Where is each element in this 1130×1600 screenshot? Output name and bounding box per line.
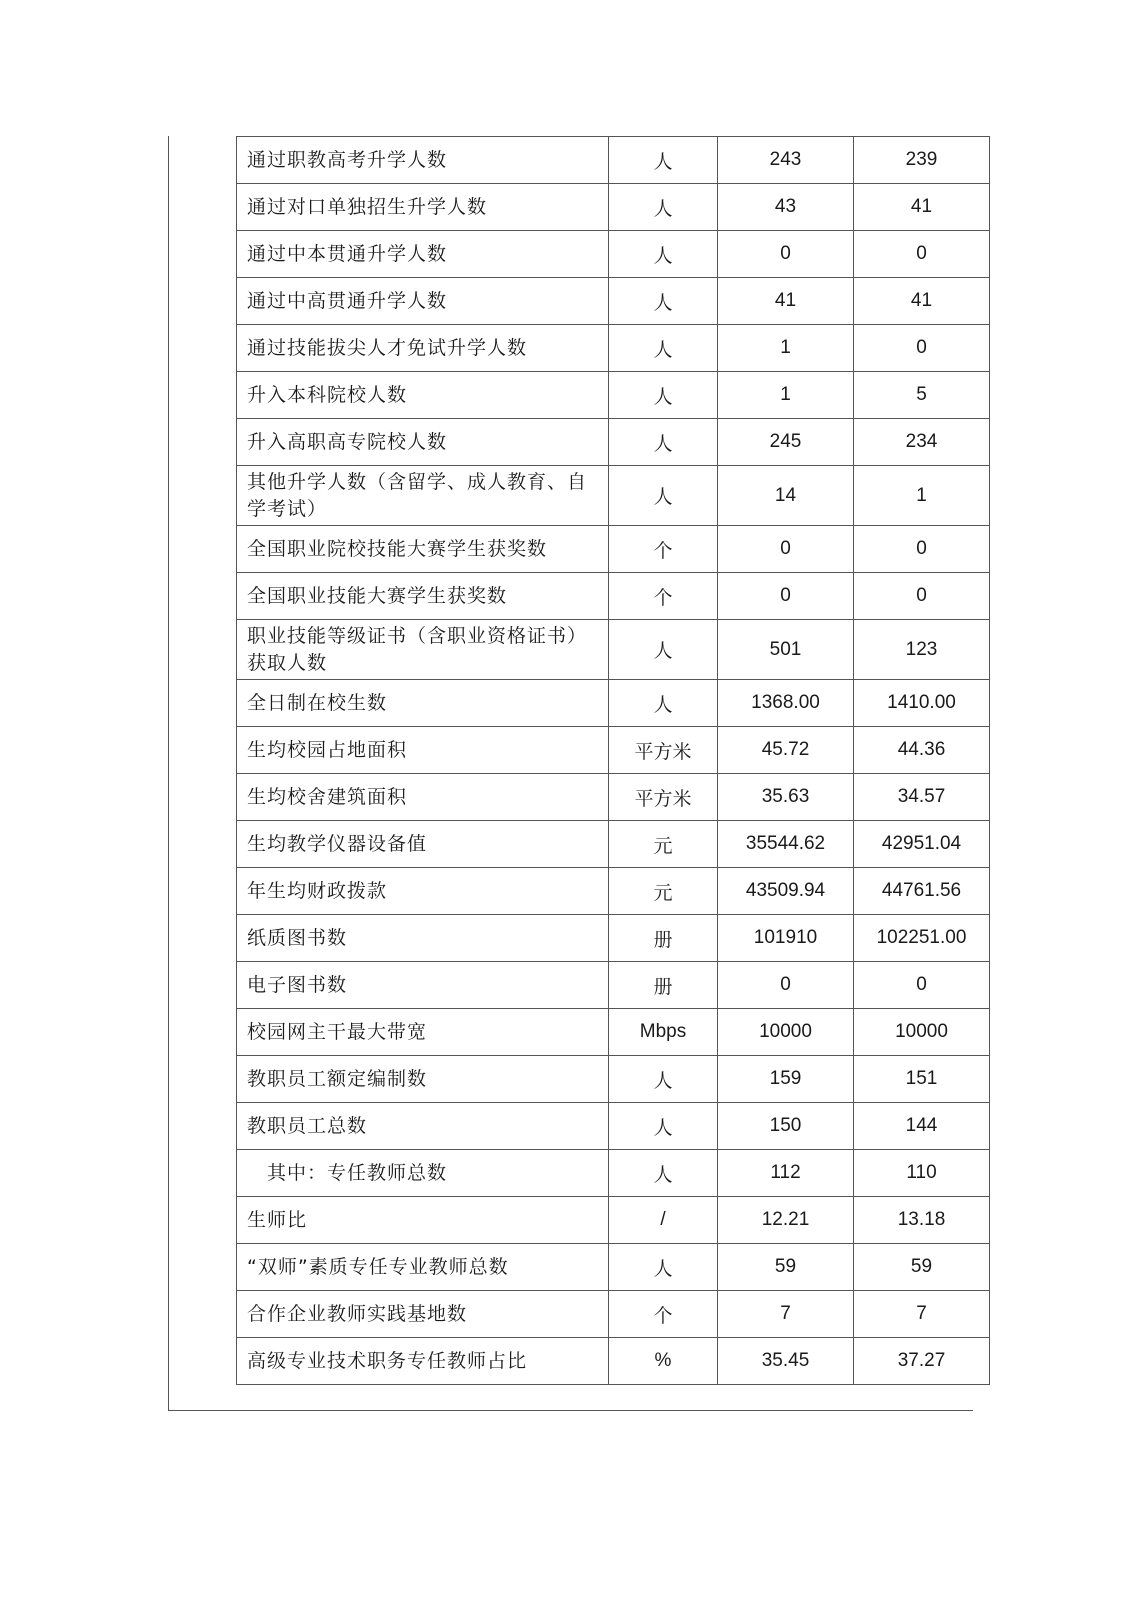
row-value-current: 1 [854, 466, 990, 526]
row-name: 高级专业技术职务专任教师占比 [237, 1338, 609, 1385]
row-value-current: 144 [854, 1103, 990, 1150]
row-value-previous: 501 [718, 620, 854, 680]
table-row [237, 821, 990, 868]
row-unit: 平方米 [609, 774, 718, 821]
table-row [237, 915, 990, 962]
row-value-previous: 112 [718, 1150, 854, 1197]
row-name: 教职员工额定编制数 [237, 1056, 609, 1103]
row-value-current: 44761.56 [854, 868, 990, 915]
row-value-previous: 1368.00 [718, 680, 854, 727]
row-unit: 元 [609, 821, 718, 868]
row-value-current: 0 [854, 526, 990, 573]
row-unit: 人 [609, 1056, 718, 1103]
row-name: 电子图书数 [237, 962, 609, 1009]
row-unit: 人 [609, 466, 718, 526]
stats-table [236, 136, 990, 1385]
row-unit: 册 [609, 915, 718, 962]
row-value-current: 0 [854, 573, 990, 620]
table-row [237, 727, 990, 774]
row-value-current: 123 [854, 620, 990, 680]
row-unit: 个 [609, 573, 718, 620]
row-name: 全国职业院校技能大赛学生获奖数 [237, 526, 609, 573]
row-name: 升入本科院校人数 [237, 372, 609, 419]
row-unit: Mbps [609, 1009, 718, 1056]
row-name: 全日制在校生数 [237, 680, 609, 727]
row-value-current: 7 [854, 1291, 990, 1338]
row-name: 其中：专任教师总数 [237, 1150, 609, 1197]
row-name: 其他升学人数（含留学、成人教育、自学考试） [237, 466, 609, 526]
row-value-current: 102251.00 [854, 915, 990, 962]
row-name: 校园网主干最大带宽 [237, 1009, 609, 1056]
table-row [237, 184, 990, 231]
row-value-current: 234 [854, 419, 990, 466]
row-unit: 人 [609, 1150, 718, 1197]
row-value-current: 239 [854, 137, 990, 184]
row-name: 通过技能拔尖人才免试升学人数 [237, 325, 609, 372]
table-row [237, 1338, 990, 1385]
row-unit: 人 [609, 419, 718, 466]
row-value-current: 41 [854, 184, 990, 231]
table-row [237, 231, 990, 278]
row-value-current: 151 [854, 1056, 990, 1103]
row-unit: 人 [609, 372, 718, 419]
table-row [237, 680, 990, 727]
row-unit: 平方米 [609, 727, 718, 774]
table-row [237, 419, 990, 466]
table-row [237, 774, 990, 821]
row-unit: 人 [609, 231, 718, 278]
row-name: 纸质图书数 [237, 915, 609, 962]
row-name: 生师比 [237, 1197, 609, 1244]
table-row [237, 573, 990, 620]
table-row [237, 1056, 990, 1103]
row-value-previous: 150 [718, 1103, 854, 1150]
row-name: 通过中本贯通升学人数 [237, 231, 609, 278]
row-unit: 人 [609, 620, 718, 680]
table-row [237, 325, 990, 372]
row-value-previous: 14 [718, 466, 854, 526]
row-value-current: 0 [854, 231, 990, 278]
row-value-current: 34.57 [854, 774, 990, 821]
row-value-previous: 245 [718, 419, 854, 466]
row-unit: 人 [609, 1103, 718, 1150]
row-value-previous: 35544.62 [718, 821, 854, 868]
row-value-previous: 0 [718, 526, 854, 573]
row-value-previous: 101910 [718, 915, 854, 962]
row-value-previous: 159 [718, 1056, 854, 1103]
row-unit: 元 [609, 868, 718, 915]
table-row [237, 1009, 990, 1056]
row-name: 通过职教高考升学人数 [237, 137, 609, 184]
row-unit: 人 [609, 137, 718, 184]
row-name: 全国职业技能大赛学生获奖数 [237, 573, 609, 620]
row-value-current: 37.27 [854, 1338, 990, 1385]
row-value-previous: 243 [718, 137, 854, 184]
table-row [237, 466, 990, 526]
row-value-current: 13.18 [854, 1197, 990, 1244]
row-name: 通过中高贯通升学人数 [237, 278, 609, 325]
row-value-previous: 1 [718, 372, 854, 419]
row-unit: 册 [609, 962, 718, 1009]
table-row [237, 620, 990, 680]
row-value-current: 42951.04 [854, 821, 990, 868]
row-value-previous: 7 [718, 1291, 854, 1338]
table-row [237, 962, 990, 1009]
row-unit: 人 [609, 278, 718, 325]
row-value-previous: 1 [718, 325, 854, 372]
row-value-previous: 12.21 [718, 1197, 854, 1244]
row-name: 职业技能等级证书（含职业资格证书）获取人数 [237, 620, 609, 680]
row-value-previous: 35.63 [718, 774, 854, 821]
row-value-previous: 41 [718, 278, 854, 325]
row-name: 合作企业教师实践基地数 [237, 1291, 609, 1338]
row-value-current: 44.36 [854, 727, 990, 774]
row-name: “双师”素质专任专业教师总数 [237, 1244, 609, 1291]
row-name: 生均校园占地面积 [237, 727, 609, 774]
row-unit: / [609, 1197, 718, 1244]
table-row [237, 1291, 990, 1338]
row-unit: 个 [609, 1291, 718, 1338]
row-name: 生均校舍建筑面积 [237, 774, 609, 821]
row-value-current: 0 [854, 325, 990, 372]
table-row [237, 137, 990, 184]
row-value-current: 10000 [854, 1009, 990, 1056]
table-row [237, 278, 990, 325]
row-unit: 个 [609, 526, 718, 573]
row-unit: 人 [609, 184, 718, 231]
row-name: 生均教学仪器设备值 [237, 821, 609, 868]
row-value-previous: 35.45 [718, 1338, 854, 1385]
row-value-previous: 0 [718, 231, 854, 278]
row-value-previous: 59 [718, 1244, 854, 1291]
row-name: 教职员工总数 [237, 1103, 609, 1150]
table-row [237, 1244, 990, 1291]
row-unit: 人 [609, 680, 718, 727]
row-unit: % [609, 1338, 718, 1385]
row-value-previous: 0 [718, 573, 854, 620]
row-value-current: 59 [854, 1244, 990, 1291]
table-row [237, 526, 990, 573]
table-row [237, 1150, 990, 1197]
row-value-previous: 43509.94 [718, 868, 854, 915]
row-value-previous: 45.72 [718, 727, 854, 774]
table-row [237, 1197, 990, 1244]
row-value-current: 0 [854, 962, 990, 1009]
row-value-current: 5 [854, 372, 990, 419]
row-unit: 人 [609, 1244, 718, 1291]
table-row [237, 868, 990, 915]
table-row [237, 372, 990, 419]
row-unit: 人 [609, 325, 718, 372]
row-value-previous: 10000 [718, 1009, 854, 1056]
row-value-current: 110 [854, 1150, 990, 1197]
row-name: 通过对口单独招生升学人数 [237, 184, 609, 231]
row-value-current: 41 [854, 278, 990, 325]
table-row [237, 1103, 990, 1150]
row-value-current: 1410.00 [854, 680, 990, 727]
row-value-previous: 43 [718, 184, 854, 231]
row-name: 年生均财政拨款 [237, 868, 609, 915]
row-name: 升入高职高专院校人数 [237, 419, 609, 466]
row-value-previous: 0 [718, 962, 854, 1009]
